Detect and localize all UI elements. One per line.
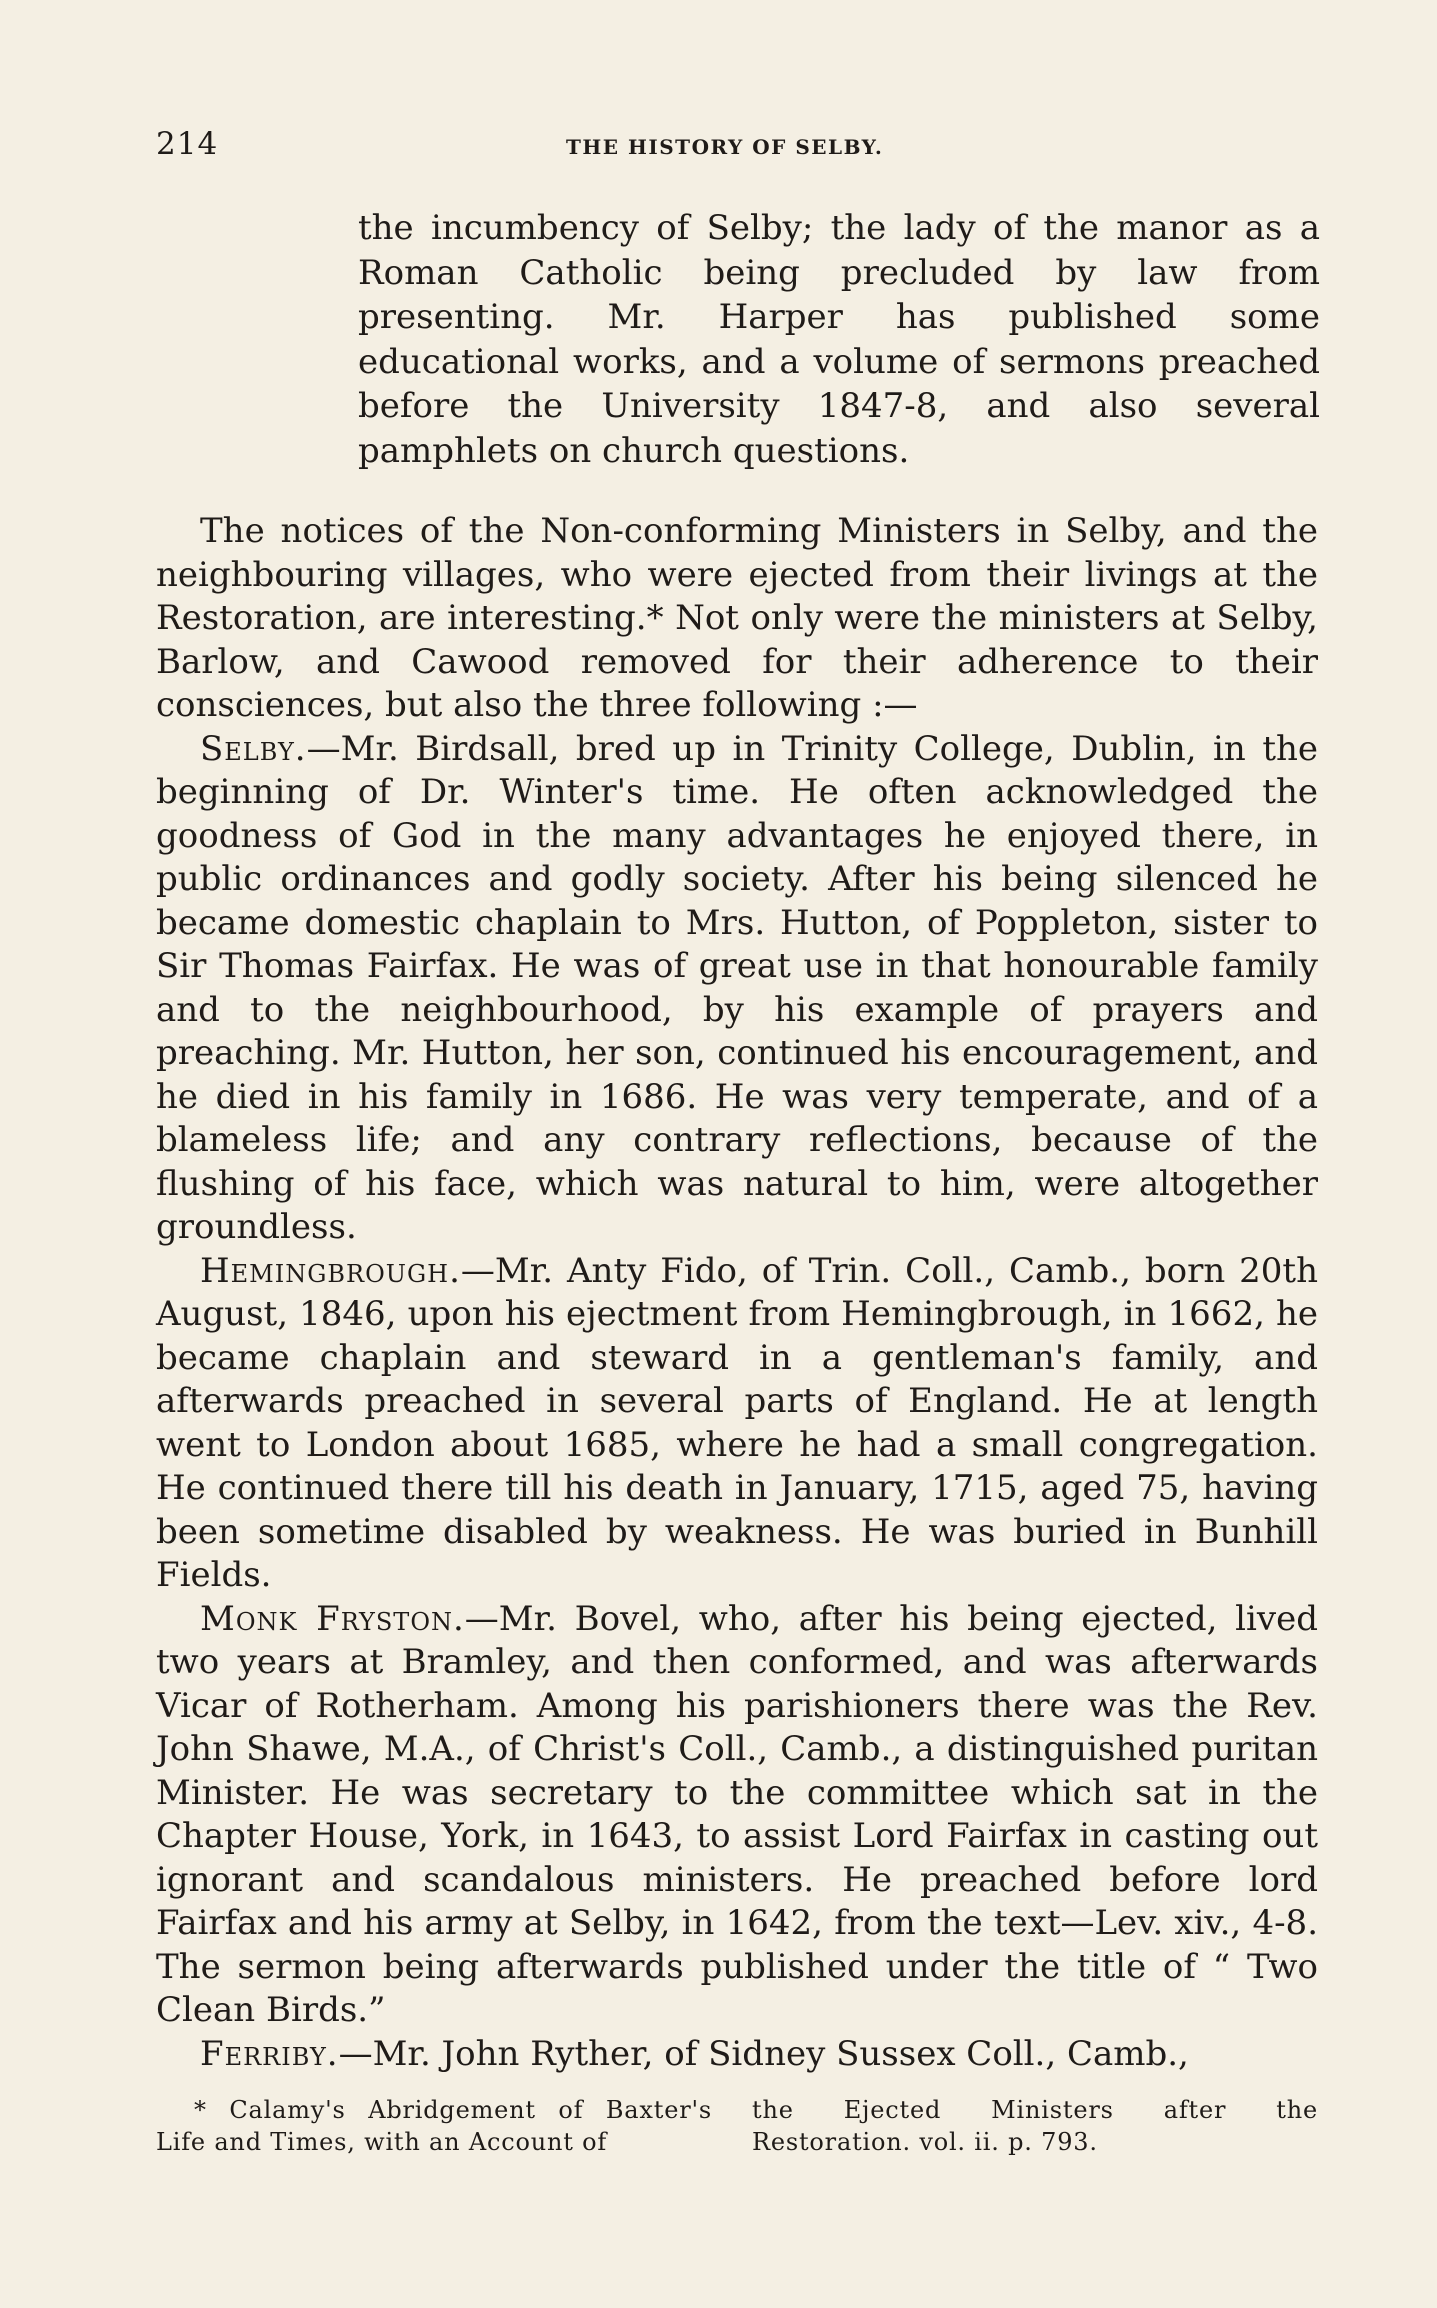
hemingbrough-paragraph: [156, 1250, 1318, 1598]
place-heading-ferriby: Ferriby.: [200, 2033, 339, 2074]
main-text: [156, 510, 1318, 2076]
indented-paragraph: the incumbency of Selby; the lady of the manor as a Roman Catholic being precluded by law from presenting. Mr. Harper has published some educational works, and a volume of sermons preached before the University 1847-8, and also several pamphlets on church questions.: [358, 208, 1320, 471]
selby-paragraph: [156, 728, 1318, 1250]
place-heading-monk-fryston: Monk Fryston.: [200, 1598, 465, 1639]
intro-paragraph: The notices of the Non-conforming Ministers in Selby, and the neighbouring villages, who were ejected from their livings at the Restoration, are interesting.* Not only were the ministers at Selby, Barlow, and Cawood removed for their adherence to their consciences, but also the three following :—: [156, 511, 1318, 725]
monk-fryston-text: —Mr. Bovel, who, after his being ejected, lived two years at Bramley, and then conformed, and was afterwards Vicar of Rotherham. Among his parishioners there was the Rev. John Shawe, M.A., of Christ's Coll., Camb., a distinguished puritan Minister. He was secretary to the committee which sat in the Chapter House, York, in 1643, to assist Lord Fairfax in casting out ignorant and scandalous ministers. He preached before lord Fairfax and his army at Selby, in 1642, from the text—Lev. xiv., 4-8. The sermon being afterwards published under the title of “ Two Clean Birds.”: [156, 1598, 1318, 2030]
ferriby-text: —Mr. John Ryther, of Sidney Sussex Coll., Camb.,: [338, 2033, 1189, 2074]
footnote-right-column: the Ejected Ministers after the Restoration. vol. ii. p. 793.: [752, 2096, 1318, 2156]
page-header: [156, 126, 1316, 160]
selby-text: —Mr. Birdsall, bred up in Trinity College, Dublin, in the beginning of Dr. Winter's time. He often acknowledged the goodness of God in the many advantages he enjoyed there, in public ordinances and godly society. After his being silenced he became domestic chaplain to Mrs. Hutton, of Poppleton, sister to Sir Thomas Fairfax. He was of great use in that honourable family and to the neighbourhood, by his example of prayers and preaching. Mr. Hutton, her son, continued his encouragement, and he died in his family in 1686. He was very temperate, and of a blameless life; and any contrary reflections, because of the flushing of his face, which was natural to him, were altogether groundless.: [156, 728, 1318, 1247]
running-title: THE HISTORY OF SELBY.: [566, 135, 884, 159]
page-number: 214: [156, 126, 219, 162]
monk-fryston-paragraph: [156, 1598, 1318, 2033]
place-heading-selby: Selby.: [200, 728, 307, 769]
place-heading-hemingbrough: Hemingbrough.: [200, 1250, 461, 1291]
hemingbrough-text: —Mr. Anty Fido, of Trin. Coll., Camb., born 20th August, 1846, upon his ejectment from Hemingbrough, in 1662, he became chaplain and steward in a gentleman's family, and afterwards preached in several parts of England. He at length went to London about 1685, where he had a small congregation. He continued there till his death in January, 1715, aged 75, having been sometime disabled by weakness. He was buried in Bunhill Fields.: [156, 1250, 1318, 1595]
ferriby-paragraph: [156, 2033, 1318, 2077]
footnote-left-column: * Calamy's Abridgement of Baxter's Life and Times, with an Account of: [156, 2096, 712, 2156]
